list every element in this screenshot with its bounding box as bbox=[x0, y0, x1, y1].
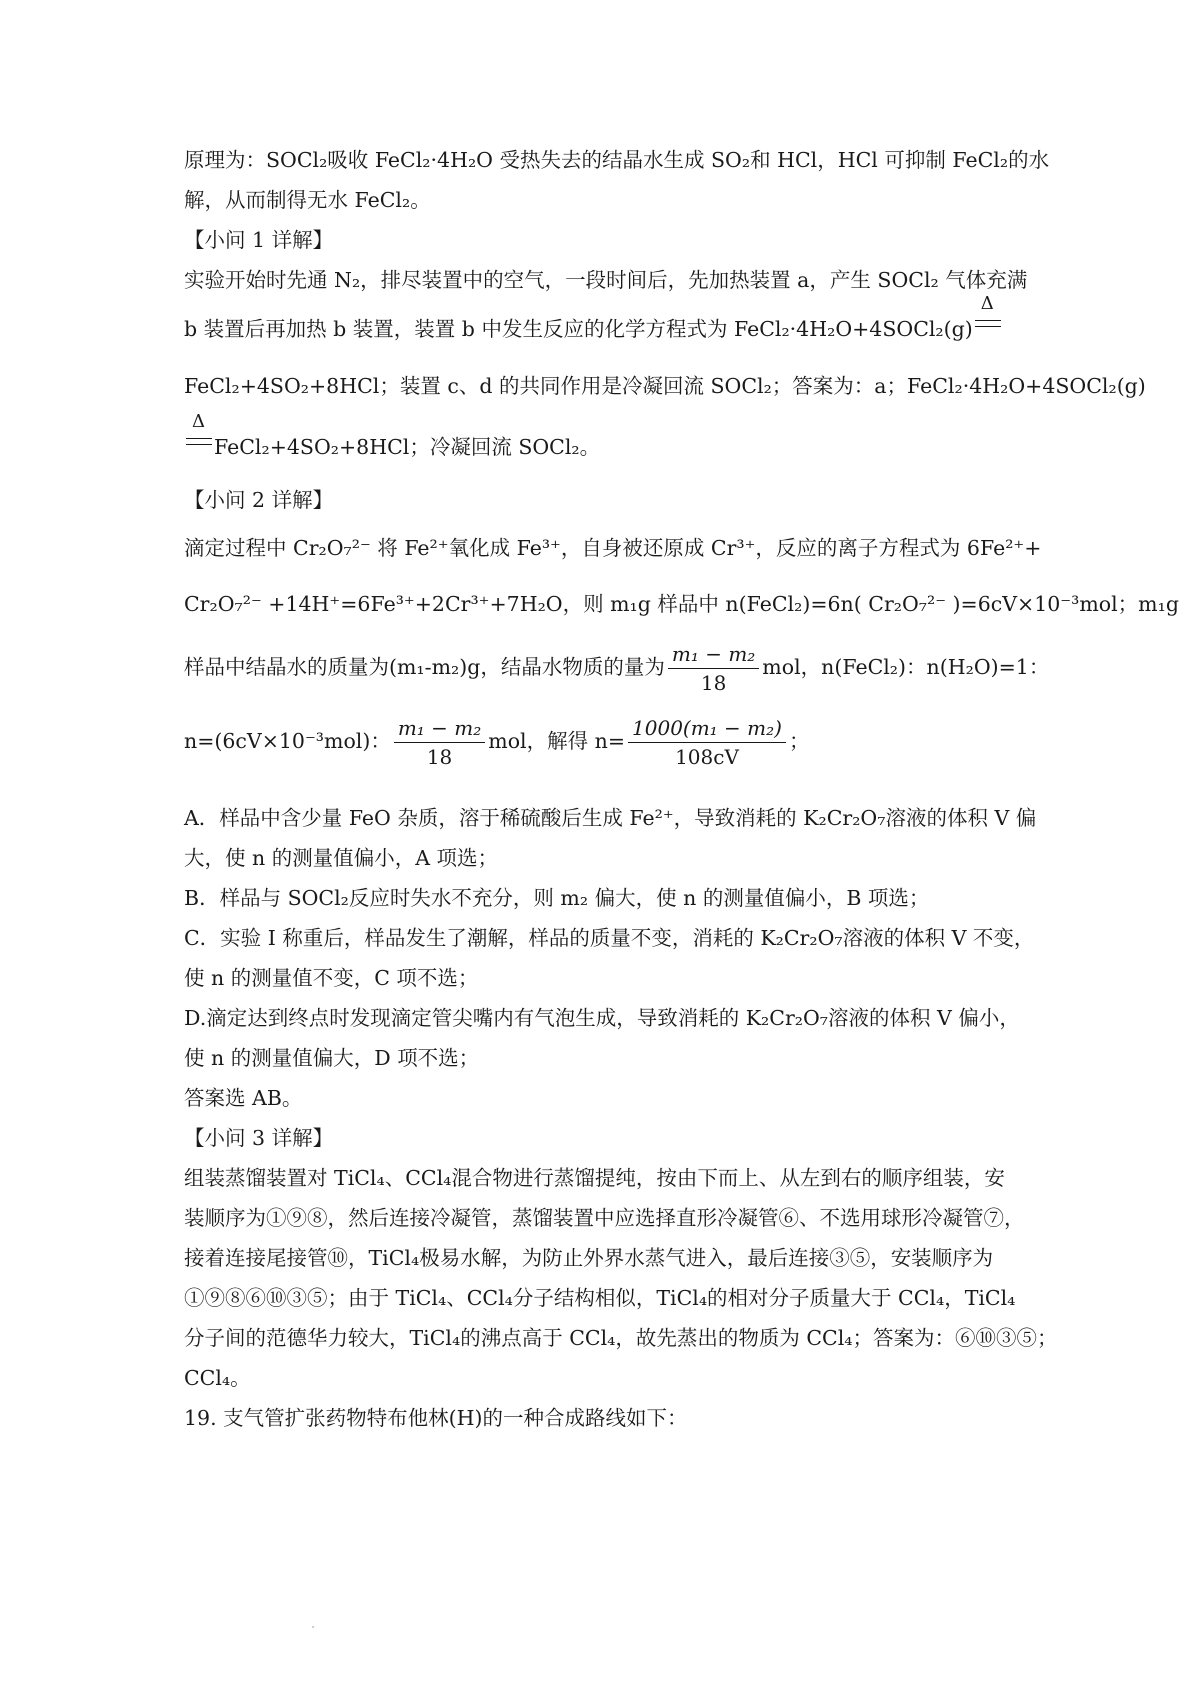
paragraph-line: 实验开始时先通 N₂，排尽装置中的空气，一段时间后，先加热装置 a，产生 SOCl₂ 气体充满 bbox=[184, 268, 1028, 292]
scan-speck bbox=[312, 1626, 314, 1628]
fraction-numerator: 1000(m₁ − m₂) bbox=[628, 716, 786, 743]
fraction-denominator: 108cV bbox=[675, 745, 739, 769]
section-heading-q2: 【小问 2 详解】 bbox=[184, 488, 334, 512]
fraction-numerator: m₁ − m₂ bbox=[394, 716, 485, 743]
paragraph-line: 答案选 AB。 bbox=[184, 1086, 303, 1110]
fraction-numerator: m₁ − m₂ bbox=[668, 642, 759, 669]
paragraph-line: 滴定过程中 Cr₂O₇²⁻ 将 Fe²⁺氧化成 Fe³⁺，自身被还原成 Cr³⁺，反应的离子方程式为 6Fe²⁺+ bbox=[184, 536, 1042, 560]
delta-symbol: Δ bbox=[980, 293, 994, 314]
question-19-intro: 19. 支气管扩张药物特布他林(H)的一种合成路线如下： bbox=[184, 1406, 688, 1430]
fraction-denominator: 18 bbox=[426, 745, 453, 769]
delta-symbol: Δ bbox=[192, 411, 205, 432]
paragraph-line: FeCl₂+4SO₂+8HCl；装置 c、d 的共同作用是冷凝回流 SOCl₂；答案为：a；FeCl₂·4H₂O+4SOCl₂(g) bbox=[184, 374, 1146, 398]
text-span: 样品中结晶水的质量为(m₁-m₂)g，结晶水物质的量为 bbox=[184, 655, 665, 679]
paragraph-line: C．实验 I 称重后，样品发生了潮解，样品的质量不变，消耗的 K₂Cr₂O₇溶液的体积 V 不变， bbox=[184, 926, 1035, 950]
paragraph-line: CCl₄。 bbox=[184, 1366, 251, 1390]
paragraph-line: 组装蒸馏装置对 TiCl₄、CCl₄混合物进行蒸馏提纯，按由下而上、从左到右的顺序组装，安 bbox=[184, 1166, 1005, 1190]
fraction bbox=[394, 716, 485, 769]
text-span: ； bbox=[788, 729, 810, 753]
fraction-denominator: 18 bbox=[700, 671, 727, 695]
paragraph-line: 装顺序为①⑨⑧，然后连接冷凝管，蒸馏装置中应选择直形冷凝管⑥、不选用球形冷凝管⑦， bbox=[184, 1206, 1025, 1230]
paragraph-line: D.滴定达到终点时发现滴定管尖嘴内有气泡生成，导致消耗的 K₂Cr₂O₇溶液的体积 V 偏小， bbox=[184, 1006, 1020, 1030]
paragraph-line: B．样品与 SOCl₂反应时失水不充分，则 m₂ 偏大，使 n 的测量值偏小，B 项选； bbox=[184, 886, 930, 910]
paragraph-line bbox=[184, 293, 1003, 343]
paragraph-line: 大，使 n 的测量值偏小，A 项选； bbox=[184, 846, 499, 870]
section-heading-q3: 【小问 3 详解】 bbox=[184, 1126, 334, 1150]
paragraph-line: 使 n 的测量值偏大，D 项不选； bbox=[184, 1046, 480, 1070]
text-span: b 装置后再加热 b 装置，装置 b 中发生反应的化学方程式为 FeCl₂·4H₂O+4SOCl₂(g) bbox=[184, 317, 973, 341]
fraction bbox=[668, 642, 759, 695]
section-heading-q1: 【小问 1 详解】 bbox=[184, 228, 334, 252]
paragraph-line: 使 n 的测量值不变，C 项不选； bbox=[184, 966, 479, 990]
paragraph-line: 接着连接尾接管⑩，TiCl₄极易水解，为防止外界水蒸气进入，最后连接③⑤，安装顺序为 bbox=[184, 1246, 994, 1270]
paragraph-line: 分子间的范德华力较大，TiCl₄的沸点高于 CCl₄，故先蒸出的物质为 CCl₄；答案为：⑥⑩③⑤； bbox=[184, 1326, 1058, 1350]
text-span: mol，n(FeCl₂)：n(H₂O)=1： bbox=[762, 655, 1050, 679]
heating-arrow-symbol bbox=[975, 293, 1001, 336]
paragraph-line: Cr₂O₇²⁻ +14H⁺=6Fe³⁺+2Cr³⁺+7H₂O，则 m₁g 样品中 n(FeCl₂)=6n( Cr₂O₇²⁻ )=6cV×10⁻³mol；m₁g bbox=[184, 592, 1179, 616]
paragraph-line bbox=[184, 706, 809, 776]
fraction bbox=[628, 716, 786, 769]
text-span: FeCl₂+4SO₂+8HCl；冷凝回流 SOCl₂。 bbox=[214, 435, 601, 459]
text-span: n=(6cV×10⁻³mol)： bbox=[184, 729, 391, 753]
paragraph-line bbox=[184, 632, 1049, 702]
text-span: mol，解得 n= bbox=[488, 729, 626, 753]
paragraph-line: ①⑨⑧⑥⑩③⑤；由于 TiCl₄、CCl₄分子结构相似，TiCl₄的相对分子质量大于 CCl₄，TiCl₄ bbox=[184, 1286, 1016, 1310]
paragraph-line: 原理为：SOCl₂吸收 FeCl₂·4H₂O 受热失去的结晶水生成 SO₂和 HCl，HCl 可抑制 FeCl₂的水 bbox=[184, 148, 1050, 172]
paragraph-line: 解，从而制得无水 FeCl₂。 bbox=[184, 188, 431, 212]
paragraph-line bbox=[184, 411, 601, 461]
heating-arrow-symbol bbox=[186, 411, 212, 454]
paragraph-line: A．样品中含少量 FeO 杂质，溶于稀硫酸后生成 Fe²⁺，导致消耗的 K₂Cr₂O₇溶液的体积 V 偏 bbox=[184, 806, 1037, 830]
